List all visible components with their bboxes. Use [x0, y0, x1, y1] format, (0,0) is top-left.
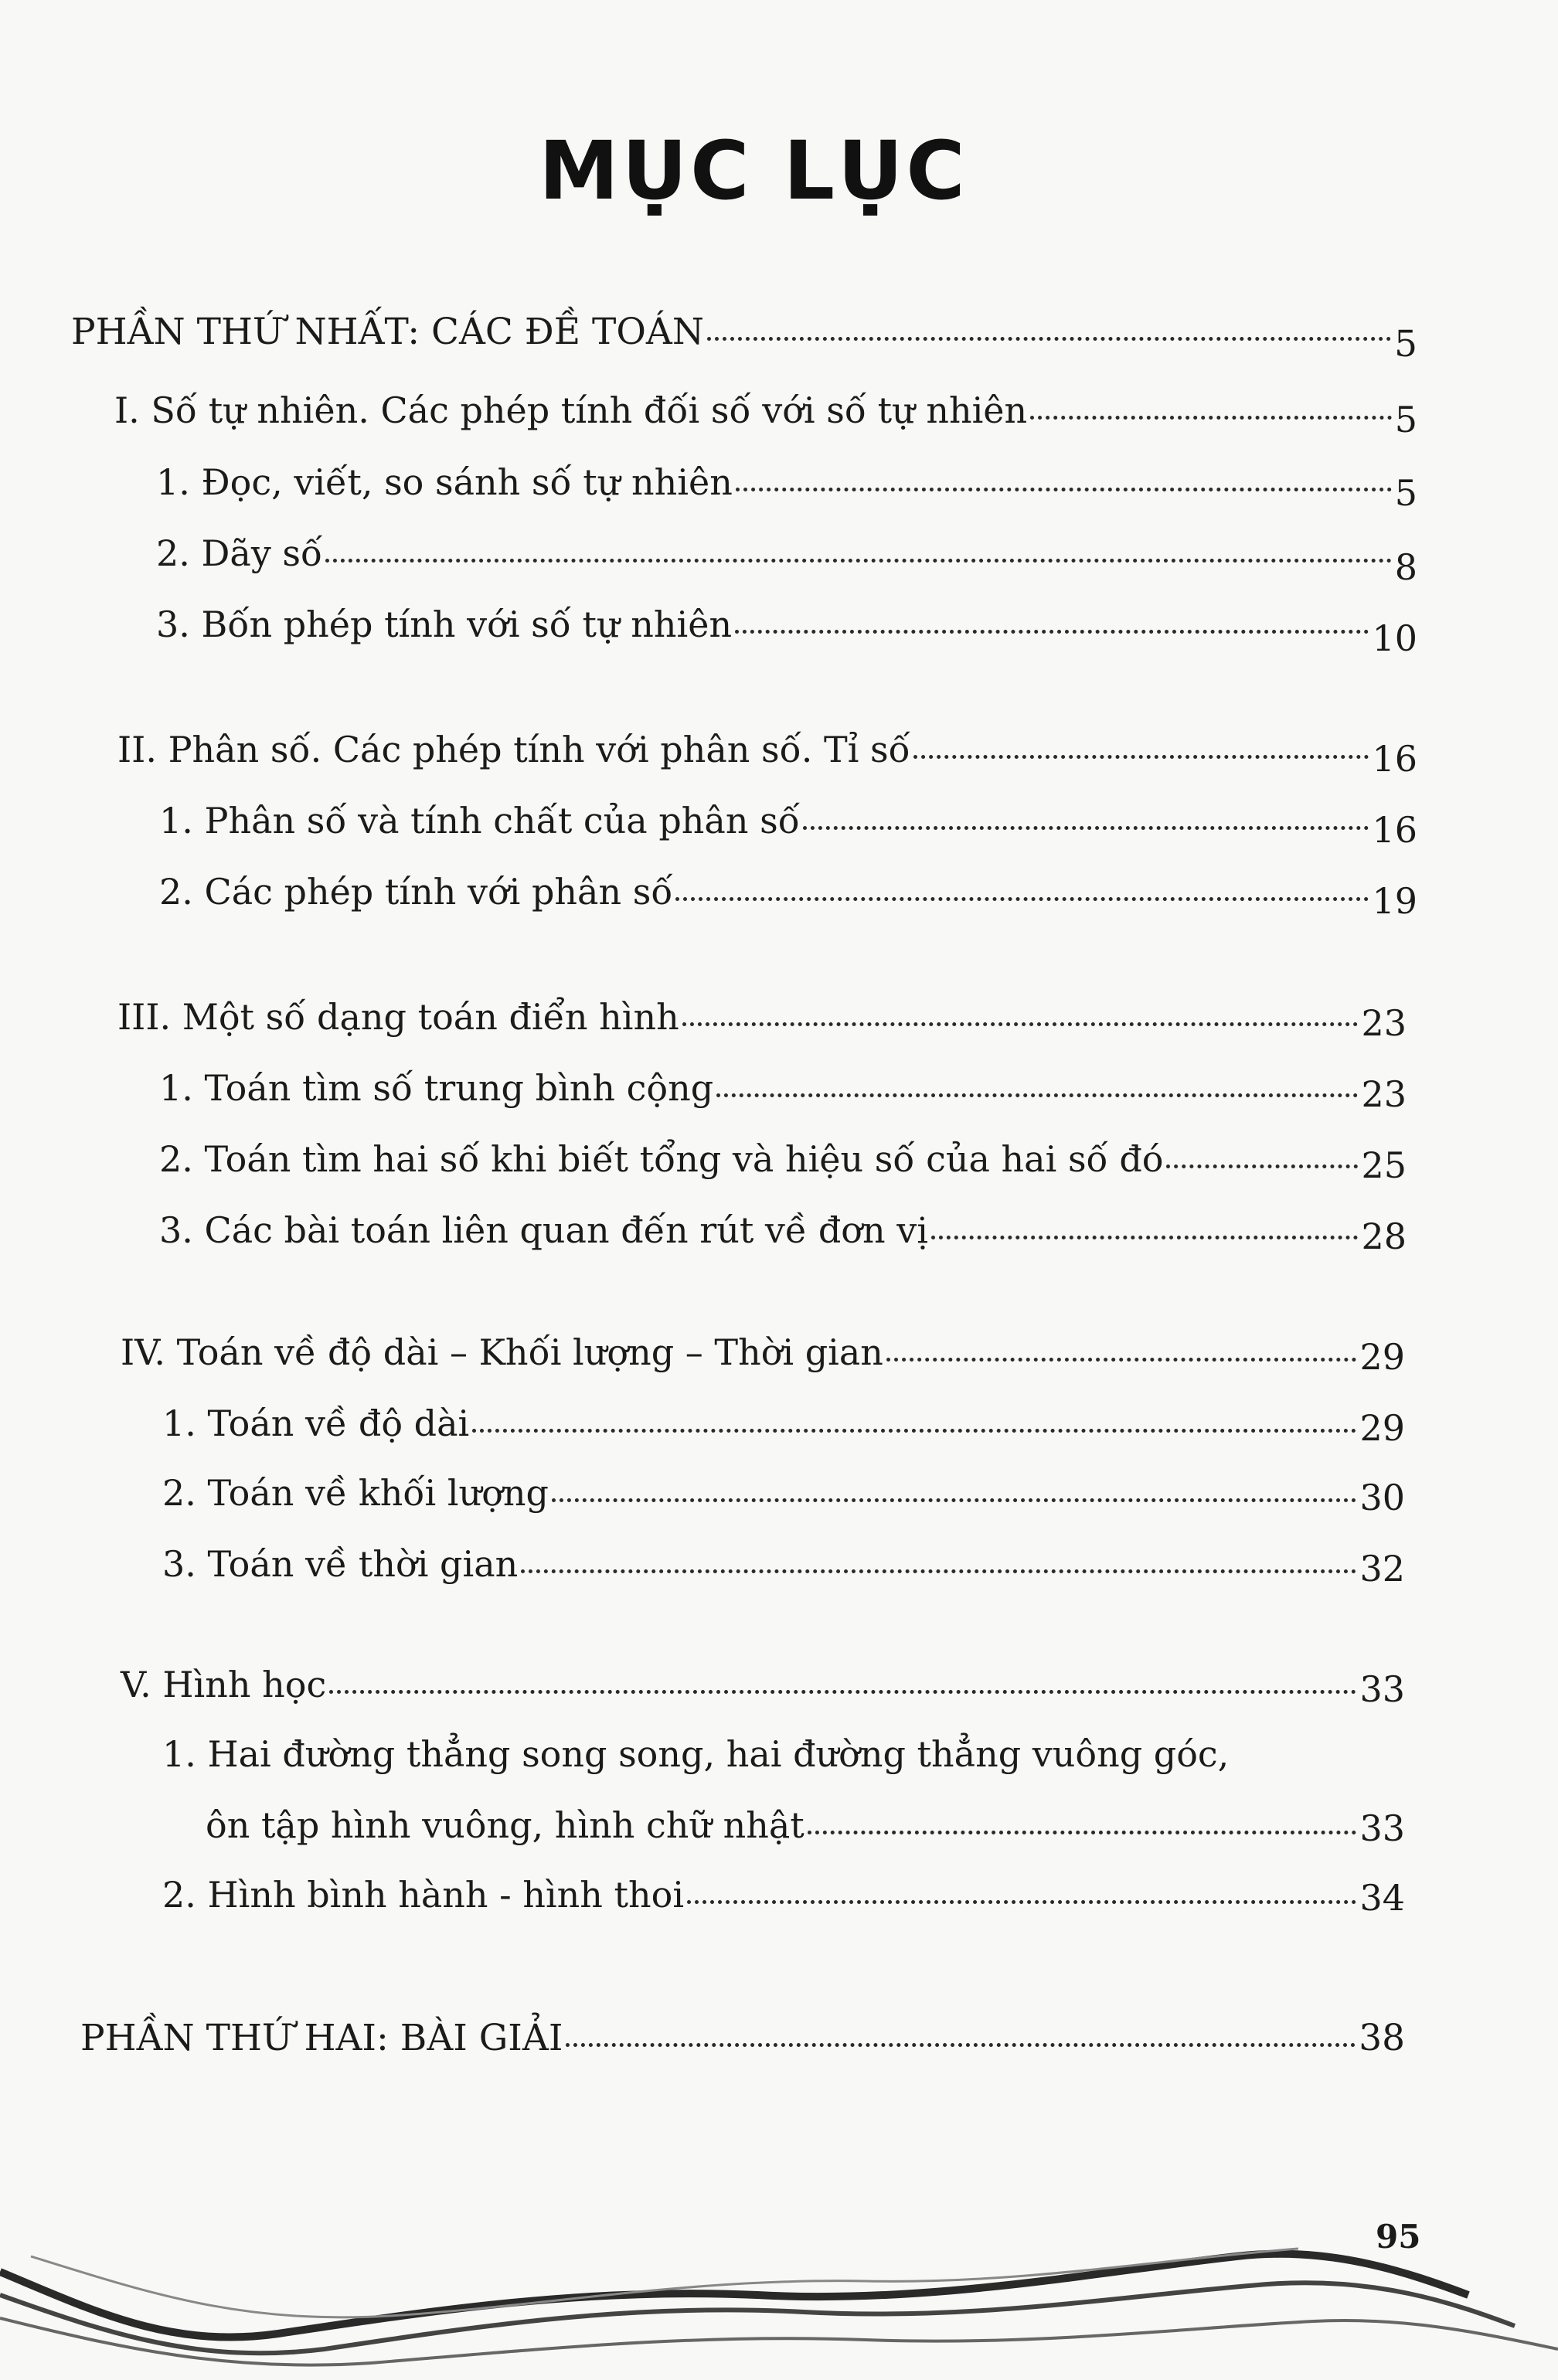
toc-entry-section-1-item-3	[156, 603, 1417, 659]
toc-entry-section-4	[121, 1331, 1405, 1378]
toc-entry-page: 32	[1359, 1548, 1405, 1590]
dot-leader	[1030, 405, 1392, 420]
toc-entry-section-3-item-2	[159, 1137, 1407, 1186]
toc-entry-page: 16	[1372, 738, 1417, 780]
toc-entry-label: 2. Dãy số	[156, 532, 323, 574]
toc-entry-page: 29	[1359, 1407, 1405, 1449]
dot-leader	[736, 477, 1392, 491]
toc-entry-label: ôn tập hình vuông, hình chữ nhật	[206, 1804, 805, 1846]
toc-entry-label: II. Phân số. Các phép tính với phân số. Tỉ số	[117, 729, 910, 770]
toc-entry-page: 33	[1359, 1668, 1405, 1710]
toc-entry-page: 25	[1361, 1144, 1407, 1186]
toc-entry-label: 1. Phân số và tính chất của phân số	[159, 800, 800, 842]
dot-leader	[472, 1418, 1356, 1433]
toc-entry-section-5-item-2	[162, 1873, 1405, 1919]
toc-entry-section-3-item-1	[159, 1066, 1407, 1115]
toc-entry-page: 5	[1394, 399, 1417, 440]
page-number: 95	[1376, 2218, 1421, 2256]
toc-entry-label: 2. Các phép tính với phân số	[159, 871, 673, 913]
toc-entry-section-2-item-1	[159, 799, 1417, 851]
toc-entry-page: 33	[1359, 1807, 1405, 1849]
toc-entry-part-2	[80, 2017, 1405, 2060]
toc-entry-label: PHẦN THỨ HAI: BÀI GIẢI	[80, 2017, 563, 2059]
dot-leader	[521, 1559, 1356, 1573]
dot-leader	[707, 326, 1391, 341]
dot-leader	[913, 744, 1369, 759]
toc-entry-section-5-item-1-line-1: 1. Hai đường thẳng song song, hai đường thẳng vuông góc,	[162, 1733, 1230, 1775]
dot-leader	[808, 1820, 1357, 1834]
toc-entry-section-3-item-3	[159, 1209, 1407, 1257]
toc-entry-label: 1. Toán về độ dài	[162, 1402, 470, 1444]
dot-leader	[931, 1225, 1359, 1239]
dot-leader	[325, 548, 1392, 563]
toc-entry-page: 38	[1359, 2017, 1405, 2059]
toc-entry-label: 3. Toán về thời gian	[162, 1543, 519, 1585]
toc-entry-section-2-item-2	[159, 870, 1417, 922]
toc-entry-label: 1. Toán tìm số trung bình cộng	[159, 1067, 714, 1109]
toc-entry-page: 8	[1394, 546, 1417, 588]
toc-entry-section-1-item-1	[156, 461, 1417, 514]
dot-leader	[566, 2032, 1356, 2047]
toc-entry-section-3	[117, 995, 1407, 1044]
dot-leader	[329, 1679, 1356, 1694]
toc-entry-section-5-item-1-line-2	[206, 1804, 1405, 1847]
toc-entry-section-4-item-2	[162, 1471, 1405, 1518]
page-title: MỤC LỤC	[539, 124, 968, 218]
dot-leader	[682, 1012, 1359, 1026]
toc-entry-page: 5	[1394, 323, 1417, 366]
toc-entry-section-1-item-2	[156, 532, 1417, 588]
toc-entry-label: 2. Hình bình hành - hình thoi	[162, 1874, 685, 1916]
dot-leader	[675, 886, 1369, 901]
toc-entry-label: III. Một số dạng toán điển hình	[117, 996, 679, 1038]
dot-leader	[687, 1889, 1356, 1904]
toc-entry-page: 16	[1372, 809, 1417, 851]
toc-entry-page: 19	[1372, 880, 1417, 922]
toc-entry-page: 10	[1372, 617, 1417, 659]
toc-entry-page: 30	[1359, 1477, 1405, 1518]
toc-entry-section-1	[114, 389, 1417, 440]
toc-entry-label: V. Hình học	[121, 1664, 327, 1705]
dot-leader	[886, 1347, 1357, 1362]
decorative-wave-border	[0, 2241, 1558, 2380]
toc-entry-section-5	[121, 1663, 1405, 1710]
toc-entry-label: 3. Bốn phép tính với số tự nhiên	[156, 604, 733, 645]
toc-entry-label: 1. Đọc, viết, so sánh số tự nhiên	[156, 461, 733, 503]
toc-entry-label: PHẦN THỨ NHẤT: CÁC ĐỀ TOÁN	[71, 311, 704, 353]
toc-entry-section-2	[117, 728, 1417, 780]
toc-entry-section-4-item-3	[162, 1542, 1405, 1590]
toc-entry-page: 5	[1394, 472, 1417, 514]
toc-entry-label: 2. Toán về khối lượng	[162, 1472, 549, 1514]
toc-entry-page: 23	[1361, 1073, 1407, 1115]
toc-entry-label: IV. Toán về độ dài – Khối lượng – Thời gian	[121, 1331, 883, 1373]
toc-entry-page: 29	[1359, 1336, 1405, 1378]
dot-leader	[552, 1488, 1356, 1502]
toc-entry-label: I. Số tự nhiên. Các phép tính đối số với số tự nhiên	[114, 389, 1028, 431]
dot-leader	[735, 619, 1369, 634]
dot-leader	[1166, 1154, 1358, 1168]
toc-entry-part-1	[71, 311, 1417, 366]
dot-leader	[803, 815, 1369, 830]
toc-entry-page: 28	[1361, 1216, 1407, 1257]
toc-entry-page: 23	[1361, 1002, 1407, 1044]
toc-entry-label: 2. Toán tìm hai số khi biết tổng và hiệu số của hai số đó	[159, 1138, 1164, 1180]
dot-leader	[716, 1083, 1358, 1097]
toc-entry-section-4-item-1	[162, 1402, 1405, 1449]
toc-entry-label: 3. Các bài toán liên quan đến rút về đơn vị	[159, 1209, 928, 1251]
toc-entry-page: 34	[1359, 1877, 1405, 1919]
